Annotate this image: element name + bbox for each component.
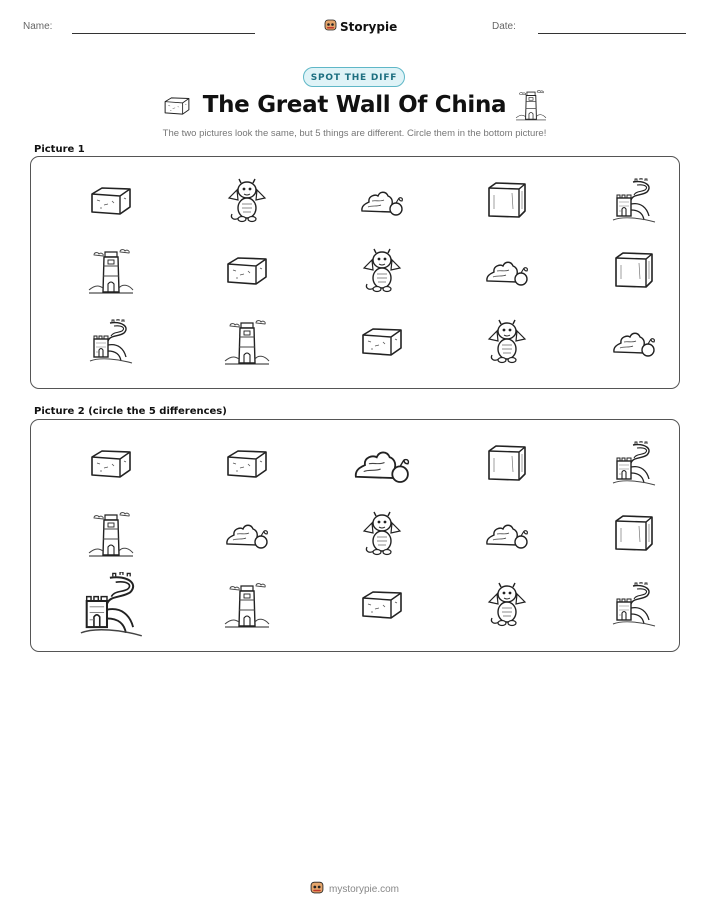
dumpling-icon[interactable] [224,518,270,550]
cube-icon [611,251,657,291]
brick-icon[interactable] [359,589,405,621]
footer [0,880,709,899]
tower-icon[interactable] [88,509,134,559]
dumpling-icon [484,255,530,287]
worksheet-header [0,18,709,38]
worksheet-title: The Great Wall Of China [202,92,507,118]
wall-icon[interactable] [611,441,657,487]
picture-2-label: Picture 2 (circle the 5 differences) [34,406,227,417]
wall-icon [88,319,134,365]
brick-icon [88,185,134,217]
brand [324,18,397,36]
date-label: Date: [492,21,516,32]
wall-icon[interactable] [611,582,657,628]
dumpling-icon [359,185,405,217]
cube-icon[interactable] [484,444,530,484]
tower-icon [514,88,548,127]
instructions: The two pictures look the same, but 5 things are different. Circle them in the bottom picture! [162,128,547,139]
wall-icon[interactable] [78,572,145,639]
dumpling-icon[interactable] [352,443,412,485]
name-field-line[interactable] [72,33,255,34]
tower-icon[interactable] [224,580,270,630]
footer-url[interactable]: mystorypie.com [328,884,399,895]
brick-icon [359,326,405,358]
spot-the-diff-badge: SPOT THE DIFF [303,67,405,87]
picture-1-panel [30,156,680,389]
dragon-icon[interactable] [357,511,407,557]
date-field-line[interactable] [538,33,686,34]
wall-icon [611,178,657,224]
picture-2-panel[interactable] [30,419,680,652]
picture-1-label: Picture 1 [34,144,85,155]
dumpling-icon [611,326,657,358]
dragon-icon [357,248,407,294]
cube-icon [484,181,530,221]
tower-icon [88,246,134,296]
brick-icon[interactable] [224,448,270,480]
name-label: Name: [23,21,53,32]
dragon-icon[interactable] [482,582,532,628]
dragon-icon [222,178,272,224]
brand-name: Storypie [340,20,398,34]
cube-icon[interactable] [611,514,657,554]
storypie-logo-icon [310,880,324,899]
brick-icon[interactable] [88,448,134,480]
dragon-icon [482,319,532,365]
dumpling-icon[interactable] [484,518,530,550]
brick-icon [224,255,270,287]
tower-icon [224,317,270,367]
storypie-logo-icon [324,18,337,36]
